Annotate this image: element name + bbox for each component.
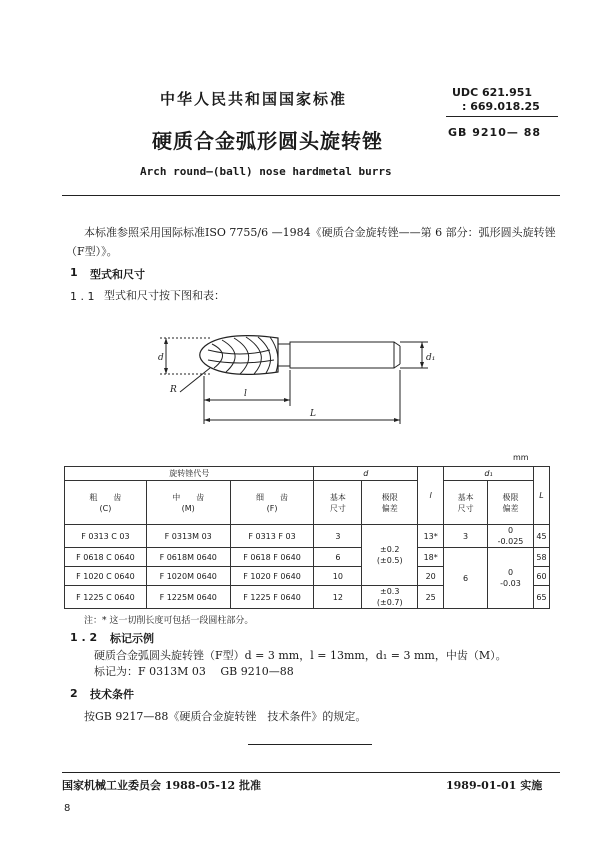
cell-L: 45 <box>533 525 549 548</box>
table-note: 注：* 这一切削长度可包括一段圆柱部分。 <box>84 616 254 626</box>
head-fine-label: 细 齿 <box>256 492 289 502</box>
head-coarse-code: (C) <box>99 503 112 513</box>
title-divider <box>62 195 560 196</box>
cell-d1-tol-bottom: -0.03 <box>500 579 521 588</box>
example-line-2: 标记为：F 0313M 03 GB 9210—88 <box>94 665 294 678</box>
cell-d1-tol-top: 0 <box>507 568 514 577</box>
table-unit: mm <box>513 453 529 462</box>
table-row <box>65 525 550 548</box>
head-d-limit-2: 偏差 <box>381 503 398 513</box>
section-1-1-text: 型式和尺寸按下图和表： <box>104 289 225 302</box>
cell-coarse: F 0618 C 0640 <box>65 548 147 567</box>
cell-medium: F 0313M 03 <box>146 525 230 548</box>
head-coarse <box>65 481 147 525</box>
cell-medium: F 1020M 0640 <box>146 567 230 586</box>
udc-code-line2: : 669.018.25 <box>462 100 540 113</box>
end-divider <box>248 744 372 745</box>
section-1-1-number: 1 . 1 <box>70 290 95 303</box>
table-row <box>65 548 550 567</box>
head-d-basic-2: 尺寸 <box>329 503 346 513</box>
head-d-basic <box>314 481 362 525</box>
head-d-limit <box>362 481 418 525</box>
head-d-limit-1: 极限 <box>381 492 398 502</box>
cell-l: 13* <box>418 525 444 548</box>
cell-d: 6 <box>314 548 362 567</box>
head-medium-label: 中 齿 <box>172 492 205 502</box>
gb-code: GB 9210— 88 <box>448 126 541 139</box>
cell-d1-tol <box>488 548 534 609</box>
head-L: L <box>533 467 549 525</box>
head-fine <box>230 481 314 525</box>
cell-d-tol-a <box>362 525 418 586</box>
head-code: 旋转锉代号 <box>65 467 314 481</box>
page-title: 硬质合金弧形圆头旋转锉 <box>152 129 383 153</box>
cell-d1-tol-bottom: -0.025 <box>497 537 524 546</box>
cell-d1-tol <box>488 525 534 548</box>
cell-fine: F 1020 F 0640 <box>230 567 314 586</box>
label-d1: d₁ <box>426 353 436 363</box>
national-standard-heading: 中华人民共和国国家标准 <box>160 90 348 108</box>
cell-L: 65 <box>533 586 549 609</box>
footer-divider <box>62 772 560 773</box>
section-1-title: 型式和尺寸 <box>90 268 145 281</box>
section-1-2-title: 标记示例 <box>110 632 154 645</box>
head-d1: d₁ <box>444 467 534 481</box>
cell-coarse: F 1225 C 0640 <box>65 586 147 609</box>
cell-coarse: F 0313 C 03 <box>65 525 147 548</box>
intro-line-1: 本标准参照采用国际标准ISO 7755/6 —1984《硬质合金旋转锉——第 6 部分：弧形圆头旋转锉 <box>84 226 556 239</box>
udc-code-line1: UDC 621.951 <box>452 86 533 99</box>
head-d1-limit <box>488 481 534 525</box>
head-d: d <box>314 467 418 481</box>
head-d1-basic <box>444 481 488 525</box>
head-l: l <box>418 467 444 525</box>
cell-fine: F 1225 F 0640 <box>230 586 314 609</box>
section-1-2-number: 1 . 2 <box>70 631 98 644</box>
cell-d1: 3 <box>444 525 488 548</box>
cell-L: 58 <box>533 548 549 567</box>
section-2-number: 2 <box>70 687 78 700</box>
head-fine-code: (F) <box>266 503 278 513</box>
cell-d-tol-a-main: ±0.2 <box>380 545 400 554</box>
cell-d1: 6 <box>444 548 488 609</box>
cell-medium: F 1225M 0640 <box>146 586 230 609</box>
head-d-basic-1: 基本 <box>329 492 346 502</box>
example-line-1: 硬质合金弧圆头旋转锉（F型）d = 3 mm，l = 13mm，d₁ = 3 mm，中齿（M）。 <box>94 649 507 662</box>
footer-issuer: 国家机械工业委员会 1988-05-12 批准 <box>62 779 262 792</box>
header-divider <box>446 116 558 117</box>
page-number: 8 <box>64 803 71 814</box>
spec-table <box>64 466 550 609</box>
footer-effective-date: 1989-01-01 实施 <box>446 779 543 792</box>
head-d1-limit-1: 极限 <box>502 492 519 502</box>
head-d1-basic-1: 基本 <box>457 492 474 502</box>
head-d1-basic-2: 尺寸 <box>457 503 474 513</box>
section-2-title: 技术条件 <box>90 688 134 701</box>
burr-drawing <box>150 320 440 440</box>
label-l: l <box>244 389 247 399</box>
section-2-text: 按GB 9217—88《硬质合金旋转锉 技术条件》的规定。 <box>84 710 367 723</box>
cell-d-tol-a-alt: (±0.5) <box>376 556 403 565</box>
cell-coarse: F 1020 C 0640 <box>65 567 147 586</box>
label-d: d <box>158 353 164 363</box>
head-medium-code: (M) <box>181 503 195 513</box>
cell-d-tol-b-main: ±0.3 <box>380 587 400 596</box>
cell-fine: F 0313 F 03 <box>230 525 314 548</box>
cell-d: 12 <box>314 586 362 609</box>
cell-l: 18* <box>418 548 444 567</box>
cell-l: 20 <box>418 567 444 586</box>
head-d1-limit-2: 偏差 <box>502 503 519 513</box>
intro-line-2: （F型）》。 <box>66 245 118 258</box>
label-L: L <box>310 409 316 419</box>
head-medium <box>146 481 230 525</box>
cell-d-tol-b-alt: (±0.7) <box>376 598 403 607</box>
cell-d: 10 <box>314 567 362 586</box>
cell-d1-tol-top: 0 <box>507 526 514 535</box>
cell-medium: F 0618M 0640 <box>146 548 230 567</box>
cell-d-tol-b <box>362 586 418 609</box>
cell-d: 3 <box>314 525 362 548</box>
head-coarse-label: 粗 齿 <box>89 492 122 502</box>
label-R: R <box>170 385 177 395</box>
cell-l: 25 <box>418 586 444 609</box>
section-1-number: 1 <box>70 266 78 279</box>
burr-shank <box>290 342 394 368</box>
page-title-english: Arch round—(ball) nose hardmetal burrs <box>140 165 392 178</box>
cell-L: 60 <box>533 567 549 586</box>
cell-fine: F 0618 F 0640 <box>230 548 314 567</box>
